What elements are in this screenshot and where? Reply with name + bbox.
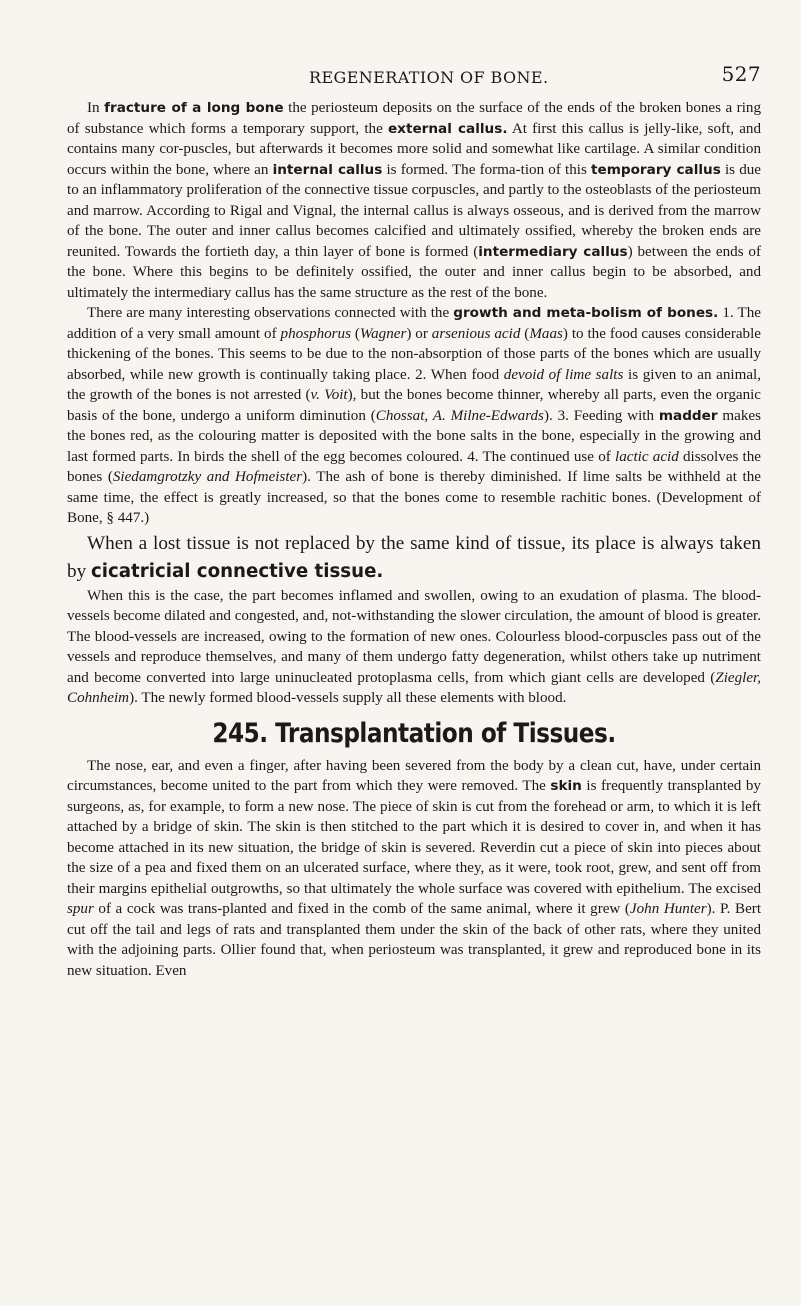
bold-term: madder	[658, 407, 718, 424]
paragraph-inflammation: When this is the case, the part becomes inflamed and swollen, owing to an exudation of plasma. The blood-vessels become dilated and congested, and, not-withstanding the slower circulation, the amount of blood is greater. The blood-vessels are increased, owing to the formation of new ones. Colourless blood-corpuscles pass out of the vessels and reproduce themselves, and many of them undergo fatty degeneration, whilst others take up nutriment and become converted into large uninucleated protoplasma cells, from which giant cells are developed (Ziegler, Cohnheim). The newly formed blood-vessels supply all these elements with blood.	[67, 587, 761, 706]
paragraph-fracture-callus: In fracture of a long bone the periosteum deposits on the surface of the ends of the broken bones a ring of substance which forms a temporary support, the external callus. At first this callus is jelly-like, soft, and contains many cor-puscles, but afterwards it becomes more solid and somewhat like cartilage. A similar condition occurs within the bone, where an internal callus is formed. The forma-tion of this temporary callus is due to an inflammatory proliferation of the connective tissue corpuscles, and partly to the osteoblasts of the periosteum and marrow. According to Rigal and Vignal, the internal callus is always osseous, and is derived from the marrow of the bone. The outer and inner callus becomes calcified and ultimately ossified, whereby the broken ends are reunited. Towards the fortieth day, a thin layer of bone is formed (intermediary callus) between the ends of the bone. Where this begins to be definitely ossified, the outer and inner callus begin to be absorbed, and ultimately the intermediary callus has the same structure as the rest of the bone.	[67, 100, 762, 301]
bold-term: intermediary callus	[478, 243, 628, 260]
italic-citation: Ziegler, Cohnheim	[67, 669, 761, 706]
bold-term: cicatricial connective tissue.	[90, 560, 384, 582]
paragraph-transplantation: The nose, ear, and even a finger, after having been severed from the body by a clean cut, have, under certain circumstances, become united to the part from which they were removed. The skin is frequently transplanted by surgeons, as, for example, to form a new nose. The piece of skin is cut from the forehead or arm, to which it is left attached by a bridge of skin. The skin is then stitched to the part which it is desired to cover in, and when it has become attached in its new situation, the bridge of skin is severed. Reverdin cut a piece of skin into pieces about the size of a pea and fixed them on an ulcerated surface, where they, as it were, took root, grew, and sent off from their margins epithelial outgrowths, so that ultimately the whole surface was covered with epithelium. The excised spur of a cock was trans-planted and fixed in the comb of the same animal, where it grew (John Hunter). P. Bert cut off the tail and legs of rats and transplanted them under the skin of the back of other rats, where they united with the adjoining parts. Ollier found that, when periosteum was transplanted, it grew and reproduced bone in its new situation. Even	[67, 757, 762, 979]
paragraph-growth-metabolism: There are many interesting observations connected with the growth and meta-bolism of bones. 1. The addition of a very small amount of phosphorus (Wagner) or arsenious acid (Maas) to the food causes considerable thickening of the bones. This seems to be due to the non-absorption of those parts of the bones which are usually absorbed, while new growth is continually taking place. 2. When food devoid of lime salts is given to an animal, the growth of the bones is not arrested (v. Voit), but the bones become thinner, whereby all parts, even the organic basis of the bone, undergo a uniform diminution (Chossat, A. Milne-Edwards). 3. Feeding with madder makes the bones red, as the colouring matter is deposited with the bone salts in the bone, especially in the growing and last formed parts. In birds the shell of the egg becomes coloured. 4. The continued use of lactic acid dissolves the bones (Siedamgrotzky and Hofmeister). The ash of bone is thereby diminished. If lime salts be withheld at the same time, the effect is greatly increased, so that the bones come to resemble rachitic bones. (Development of Bone, § 447.)	[67, 305, 762, 526]
bold-term: fracture of a long bone	[104, 100, 284, 116]
italic-citation: Maas	[529, 325, 563, 342]
section-heading: 245. Transplantation of Tissues.	[212, 717, 616, 749]
italic-term: devoid of lime salts	[503, 366, 624, 383]
bold-term: growth and meta-bolism of bones.	[453, 305, 719, 321]
page-number: 527	[721, 62, 761, 86]
italic-citation: v. Voit	[310, 387, 348, 403]
italic-citation: John Hunter	[629, 901, 707, 917]
italic-citation: Chossat, A. Milne-Edwards	[375, 407, 544, 424]
italic-citation: Siedamgrotzky and Hofmeister	[112, 469, 303, 485]
italic-term: arsenious acid	[431, 325, 521, 342]
italic-term: phosphorus	[280, 325, 351, 342]
paragraph-cicatricial-lead: When a lost tissue is not replaced by the same kind of tissue, its place is always taken by cicatricial connective tissue.	[67, 532, 761, 582]
bold-term: external callus.	[387, 120, 508, 137]
italic-citation: Wagner	[359, 325, 407, 342]
bold-term: skin	[550, 778, 582, 794]
bold-term: temporary callus	[590, 161, 721, 178]
bold-term: internal callus	[272, 161, 383, 178]
book-page	[67, 60, 761, 981]
running-head	[67, 60, 761, 90]
italic-term: spur	[67, 901, 94, 917]
running-title: REGENERATION OF BONE.	[309, 68, 549, 87]
italic-term: lactic acid	[615, 448, 679, 465]
